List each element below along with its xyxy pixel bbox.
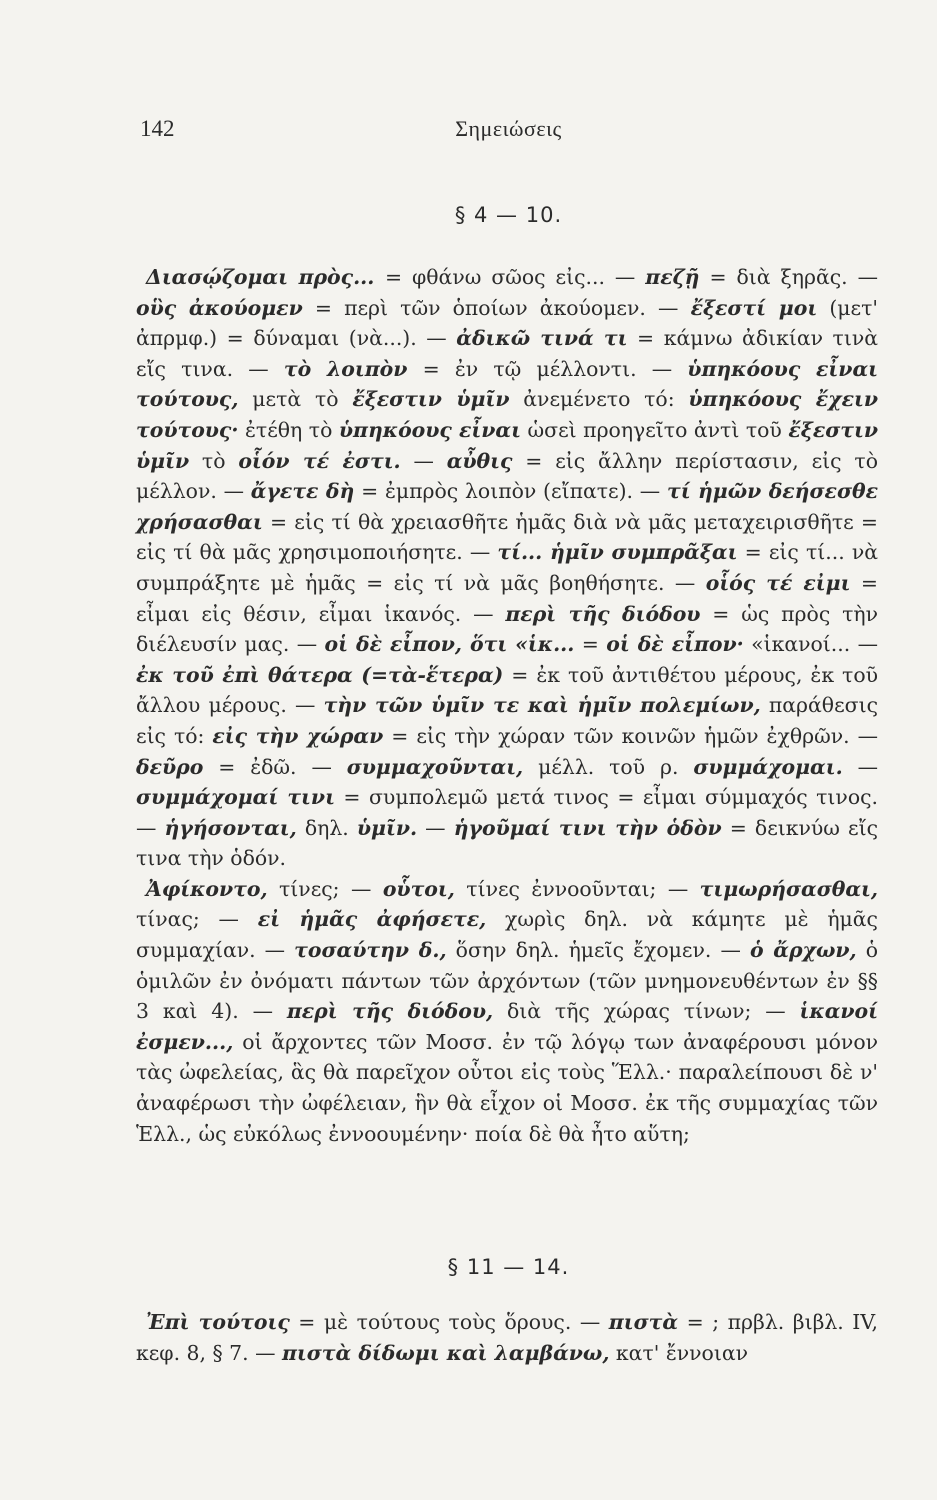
bold-term: ἡγοῦμαί τινι τὴν ὁδὸν xyxy=(453,815,722,840)
bold-term: εἰς τὴν χώραν xyxy=(212,723,384,748)
running-title: Σημειώσεις xyxy=(455,116,562,141)
bold-term: τί... ἡμῖν συμπρᾶξαι xyxy=(497,540,738,565)
text-run: ὅσην δηλ. ἡμεῖς ἔχομεν. — xyxy=(446,938,750,963)
bold-term: ὁ ἄρχων, xyxy=(749,938,857,963)
text-run: = ἐν τῷ μέλλοντι. — xyxy=(407,356,688,381)
text-run: = xyxy=(574,632,607,657)
bold-term: οἱ δὲ εἶπον· xyxy=(606,632,744,657)
text-run: «ἱκανοί... — xyxy=(743,632,878,657)
bold-term: οὓς ἀκούομεν xyxy=(136,295,303,320)
bold-term: ἔξεστί μοι xyxy=(690,295,818,320)
text-run: = συμπολεμῶ μετά τινος = εἶμαι σύμμαχός τινος. — xyxy=(136,785,878,840)
text-run: = μὲ τούτους τοὺς ὅρους. — xyxy=(289,1310,609,1334)
text-run: — xyxy=(417,815,454,840)
text-run: = εἶμαι εἰς θέσιν, εἶμαι ἱκανός. — xyxy=(136,570,878,626)
page-number: 142 xyxy=(140,116,175,141)
bold-term: εἰ ἡμᾶς ἀφήσετε, xyxy=(257,907,487,932)
text-run: παράθεσις εἰς τό: xyxy=(136,693,878,748)
bold-term: Ἐπὶ τούτοις xyxy=(146,1310,290,1334)
bold-term: ἱκανοί ἐσμεν..., xyxy=(136,999,879,1054)
text-run: χωρὶς δηλ. νὰ κάμητε μὲ ἡμᾶς συμμαχίαν. — xyxy=(136,907,878,963)
bold-term: αὖθις xyxy=(446,448,513,473)
text-run: = εἰς τὴν χώραν τῶν κοινῶν ἡμῶν ἐχθρῶν. — xyxy=(383,723,878,748)
paragraph xyxy=(136,262,878,874)
text-run: τὸ xyxy=(189,448,239,473)
text-run: — xyxy=(842,754,879,779)
bold-term: ὑμῖν. xyxy=(356,815,418,840)
bold-term: οἱ δὲ εἶπον, ὅτι «ἱκ... xyxy=(324,632,575,657)
section-heading-2: § 11 — 14. xyxy=(447,1255,570,1279)
bold-term: Διασῴζομαι πρὸς... xyxy=(146,265,385,289)
text-run: οἱ ἄρχοντες τῶν Μοσσ. ἐν τῷ λόγῳ των ἀναφέρουσι μόνον τὰς ὠφελείας, ἃς θὰ παρεῖχον οὗτοι εἰς τοὺς Ἕλλ.· παραλείπουσι δὲ ν' ἀναφέρωσι τὴν ὠφέλειαν, ἣν θὰ εἶχον οἱ Μοσσ. ἐκ τῆς συμμαχίας τῶν Ἑλλ., ὡς εὐκόλως ἐννοουμένην· ποία δὲ θὰ ἦτο αὕτη; xyxy=(136,1029,878,1146)
text-run: κατ' ἔννοιαν xyxy=(609,1340,748,1365)
text-run: = ἐδῶ. — xyxy=(203,754,347,779)
text-run: = κάμνω ἀδικίαν τινὰ εἴς τινα. — xyxy=(136,326,878,381)
bold-term: τὸ λοιπὸν xyxy=(283,356,408,381)
bold-term: ἄγετε δὴ xyxy=(250,479,355,504)
bold-term: περὶ τῆς διόδου xyxy=(505,601,701,626)
paragraph xyxy=(136,1307,878,1368)
text-run: τίνες ἐννοοῦνται; — xyxy=(454,876,700,901)
bold-term: πεζῇ xyxy=(645,265,700,289)
text-run: = διὰ ξηρᾶς. — xyxy=(699,265,878,289)
text-run: ὁ ὁμιλῶν ἐν ὀνόματι πάντων τῶν ἀρχόντων (τῶν μνημονευθέντων ἐν §§ 3 καὶ 4). — xyxy=(136,938,878,1024)
text-run: = φθάνω σῶος εἰς... — xyxy=(384,265,646,289)
bold-term: Ἀφίκοντο, xyxy=(146,876,268,901)
bold-term: πιστὰ xyxy=(608,1310,679,1334)
text-run: = εἰς τί θὰ χρειασθῆτε ἡμᾶς διὰ νὰ μᾶς μεταχειρισθῆτε = εἰς τί θὰ μᾶς χρησιμοποιήσητε. — xyxy=(136,509,878,565)
bold-term: τὴν τῶν ὑμῖν τε καὶ ἡμῖν πολεμίων, xyxy=(323,693,761,718)
text-run: τίνας; — xyxy=(136,907,258,932)
bold-term: τί ἡμῶν δεήσεσθε χρήσασθαι xyxy=(136,479,878,534)
text-run: (μετ' ἀπρμφ.) = δύναμαι (νὰ...). — xyxy=(136,295,878,351)
bold-term: τοσαύτην δ., xyxy=(294,938,447,963)
bold-term: ὑπηκόους ἔχειν τούτους· xyxy=(136,387,878,442)
text-run: ὡσεὶ προηγεῖτο ἀντὶ τοῦ xyxy=(520,417,789,442)
bold-term: ἔξεστιν ὑμῖν xyxy=(136,417,879,473)
bold-term: συμμαχοῦνται, xyxy=(346,754,524,779)
text-run: μέλλ. τοῦ ρ. xyxy=(523,754,694,779)
bold-term: ὑπηκόους εἶναι τούτους, xyxy=(136,356,879,412)
bold-term: ἡγήσονται, xyxy=(164,815,297,840)
bold-term: συμμάχομαί τινι xyxy=(136,785,335,810)
text-run: = ἐμπρὸς λοιπὸν (εἴπατε). — xyxy=(354,479,667,504)
text-run: = περὶ τῶν ὁποίων ἀκούομεν. — xyxy=(302,295,691,320)
bold-term: πιστὰ δίδωμι καὶ λαμβάνω, xyxy=(281,1340,610,1365)
bold-term: δεῦρο xyxy=(136,754,204,779)
text-run: δηλ. xyxy=(296,815,357,840)
text-run: μετὰ τὸ xyxy=(238,387,353,412)
bold-term: ἐκ τοῦ ἐπὶ θάτερα (=τὰ-ἕτερα) xyxy=(136,662,504,687)
bold-term: οὗτοι, xyxy=(382,876,455,901)
text-run: ἐτέθη τὸ xyxy=(238,417,339,442)
section-1-text xyxy=(136,262,878,1149)
text-run: = εἰς τί... νὰ συμπράξητε μὲ ἡμᾶς = εἰς τί νὰ μᾶς βοηθήσητε. — xyxy=(136,540,878,595)
text-run: = δεικνύω εἴς τινα τὴν ὁδόν. xyxy=(136,815,878,871)
text-run: διὰ τῆς χώρας τίνων; — xyxy=(493,999,800,1024)
section-heading-1: § 4 — 10. xyxy=(454,203,563,227)
bold-term: περὶ τῆς διόδου, xyxy=(286,999,494,1024)
section-2-text xyxy=(136,1307,878,1368)
paragraph xyxy=(136,874,878,1149)
text-run: = ἐκ τοῦ ἀντιθέτου μέρους, ἐκ τοῦ ἄλλου μέρους. — xyxy=(136,662,879,718)
bold-term: τιμωρήσασθαι, xyxy=(699,876,878,901)
text-run: ἀνεμένετο τό: xyxy=(509,387,689,412)
text-run: = ; πρβλ. βιβλ. IV, κεφ. 8, § 7. — xyxy=(136,1310,879,1365)
text-run: = εἰς ἄλλην περίστασιν, εἰς τὸ μέλλον. — xyxy=(136,448,878,504)
bold-term: ἔξεστιν ὑμῖν xyxy=(352,387,510,412)
text-run: — xyxy=(400,448,447,473)
page-header xyxy=(140,116,877,156)
text-run: = ὡς πρὸς τὴν διέλευσίν μας. — xyxy=(136,601,878,657)
bold-term: οἷός τέ εἰμι xyxy=(705,570,851,595)
text-run: τίνες; — xyxy=(267,876,383,901)
bold-term: ἀδικῶ τινά τι xyxy=(456,326,628,351)
bold-term: οἷόν τέ ἐστι. xyxy=(238,448,401,473)
bold-term: ὑπηκόους εἶναι xyxy=(338,417,521,442)
bold-term: συμμάχομαι. xyxy=(693,754,843,779)
